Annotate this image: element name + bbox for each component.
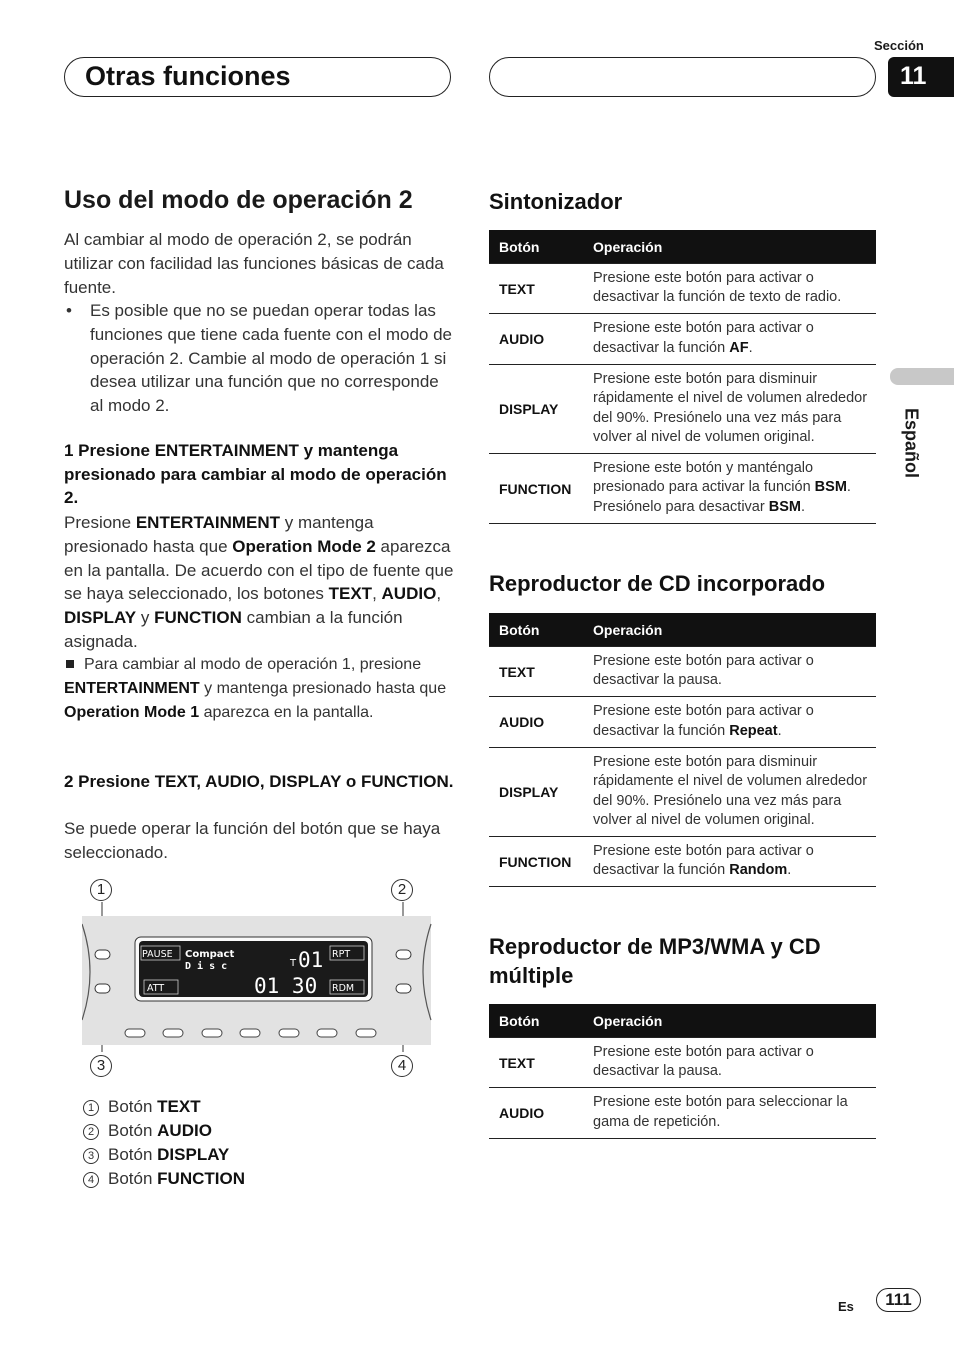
table-header: Botón Operación xyxy=(489,1004,876,1037)
table-row: FUNCTION Presione este botón para activar o desactivar la función Random. xyxy=(489,836,876,886)
head-unit-illustration xyxy=(82,902,432,1052)
display-track: 01 xyxy=(298,948,324,972)
table-header: Botón Operación xyxy=(489,613,876,646)
square-bullet-icon xyxy=(66,660,74,668)
step-1-note: Para cambiar al modo de operación 1, presione ENTERTAINMENT y mantenga presionado hasta que Operation Mode 1 aparezca en la pantalla. xyxy=(64,656,447,721)
table-row: TEXT Presione este botón para activar o desactivar la pausa. xyxy=(489,646,876,696)
display-rpt: RPT xyxy=(332,949,351,960)
tuner-table xyxy=(489,230,876,524)
mp3-table xyxy=(489,1004,876,1139)
table-row: AUDIO Presione este botón para seleccionar la gama de repetición. xyxy=(489,1087,876,1138)
language-label: Español xyxy=(901,407,922,479)
bullet-icon: • xyxy=(66,301,72,320)
display-att: ATT xyxy=(147,983,165,994)
display-track-prefix: T xyxy=(290,958,297,969)
legend-item-4: 4 Botón FUNCTION xyxy=(83,1167,245,1191)
header-blank-pill xyxy=(489,57,876,97)
display-disc: D i s c xyxy=(185,961,228,972)
callout-3: 3 xyxy=(90,1055,112,1077)
table-row: DISPLAY Presione este botón para disminuir rápidamente el nivel de volumen alrededor del 90%. Presiónelo una vez más para volver al nivel de volumen original. xyxy=(489,364,876,453)
callout-2: 2 xyxy=(391,879,413,901)
legend-item-2: 2 Botón AUDIO xyxy=(83,1119,212,1143)
table-row: DISPLAY Presione este botón para disminuir rápidamente el nivel de volumen alrededor del 90%. Presiónelo una vez más para volver al nivel de volumen original. xyxy=(489,747,876,836)
footer-language: Es xyxy=(838,1299,854,1314)
header-title: Otras funciones xyxy=(85,61,291,91)
table-row: AUDIO Presione este botón para activar o desactivar la función AF. xyxy=(489,313,876,364)
display-rdm: RDM xyxy=(332,983,355,994)
section-label: Sección xyxy=(874,38,924,53)
legend-item-1: 1 Botón TEXT xyxy=(83,1095,201,1119)
legend-item-3: 3 Botón DISPLAY xyxy=(83,1143,229,1167)
cd-table xyxy=(489,613,876,887)
table-row: FUNCTION Presione este botón y manténgalo presionado para activar la función BSM. Presiónelo para desactivar BSM. xyxy=(489,453,876,523)
display-pause: PAUSE xyxy=(142,949,173,960)
step-2-body: Se puede operar la función del botón que se haya seleccionado. xyxy=(64,819,441,862)
step-1-body: Presione ENTERTAINMENT y mantenga presionado hasta que Operation Mode 2 aparezca en la pantalla. De acuerdo con el tipo de fuente que se haya seleccionado, los botones TEXT, AUDIO, DISPLAY y FUNCTION cambian a la función asignada. xyxy=(64,513,454,651)
intro-paragraph: Al cambiar al modo de operación 2, se podrán utilizar con facilidad las funciones básicas de cada fuente. xyxy=(64,230,444,297)
table-row: AUDIO Presione este botón para activar o desactivar la función Repeat. xyxy=(489,696,876,747)
table-row: TEXT Presione este botón para activar o desactivar la pausa. xyxy=(489,1037,876,1087)
display-time: 01 30 xyxy=(254,974,318,998)
table-header: Botón Operación xyxy=(489,230,876,263)
section-number: 11 xyxy=(888,57,954,97)
header-title-pill xyxy=(64,57,451,97)
step-2-heading: 2 Presione TEXT, AUDIO, DISPLAY o FUNCTION. xyxy=(64,772,454,791)
page-number: 111 xyxy=(876,1288,921,1312)
language-tab-marker xyxy=(890,368,954,385)
tuner-heading: Sintonizador xyxy=(489,189,623,214)
callout-1: 1 xyxy=(90,879,112,901)
bullet-note: • Es posible que no se puedan operar todas las funciones que tiene cada fuente con el modo de operación 2. Cambie al modo de operación 1 si desea utilizar una función que no corresponde al modo 2. xyxy=(66,301,452,416)
step-1-heading: 1 Presione ENTERTAINMENT y mantenga presionado para cambiar al modo de operación 2. xyxy=(64,441,447,507)
callout-4: 4 xyxy=(391,1055,413,1077)
table-row: TEXT Presione este botón para activar o desactivar la función de texto de radio. xyxy=(489,263,876,313)
cd-heading: Reproductor de CD incorporado xyxy=(489,571,826,596)
display-compact: Compact xyxy=(185,949,235,960)
page-title: Uso del modo de operación 2 xyxy=(64,186,413,214)
mp3-heading: Reproductor de MP3/WMA y CD múltiple xyxy=(489,934,821,988)
